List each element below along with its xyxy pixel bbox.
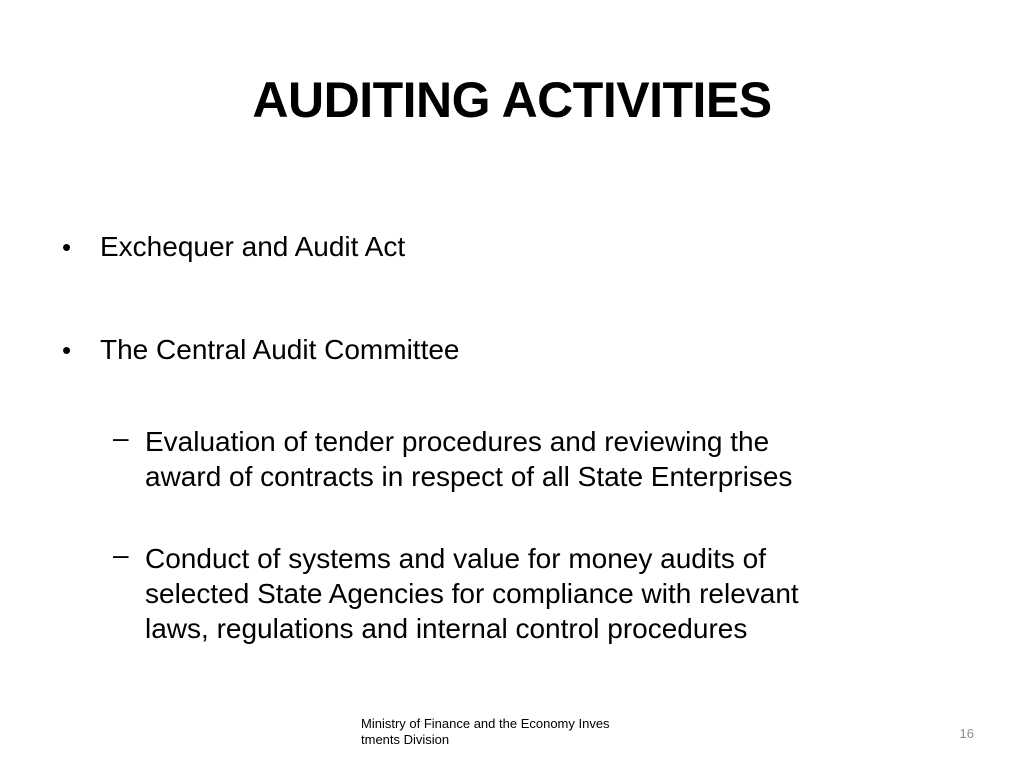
dash-icon: –	[113, 539, 129, 570]
sub-bullet-line: Conduct of systems and value for money audits of	[145, 543, 766, 574]
sub-bullet-text	[145, 541, 915, 646]
sub-bullet-text	[145, 424, 915, 494]
dash-icon: –	[113, 422, 129, 453]
bullet-text: The Central Audit Committee	[100, 334, 460, 365]
sub-bullet-line: laws, regulations and internal control procedures	[145, 613, 748, 644]
sub-bullet-line: selected State Agencies for compliance with relevant	[145, 578, 799, 609]
bullet-icon: •	[62, 232, 72, 262]
sub-bullet-item	[113, 424, 913, 494]
sub-bullet-line: award of contracts in respect of all State Enterprises	[145, 461, 793, 492]
bullet-icon: •	[62, 335, 72, 365]
footer-line: tments Division	[361, 732, 450, 747]
page-number: 16	[959, 726, 974, 741]
bullet-text: Exchequer and Audit Act	[100, 231, 406, 262]
slide-title: AUDITING ACTIVITIES	[252, 72, 772, 128]
sub-bullet-item	[113, 541, 913, 646]
sub-bullet-line: Evaluation of tender procedures and reviewing the	[145, 426, 770, 457]
footer-text	[361, 716, 681, 748]
footer-line: Ministry of Finance and the Economy Inves	[361, 716, 610, 731]
